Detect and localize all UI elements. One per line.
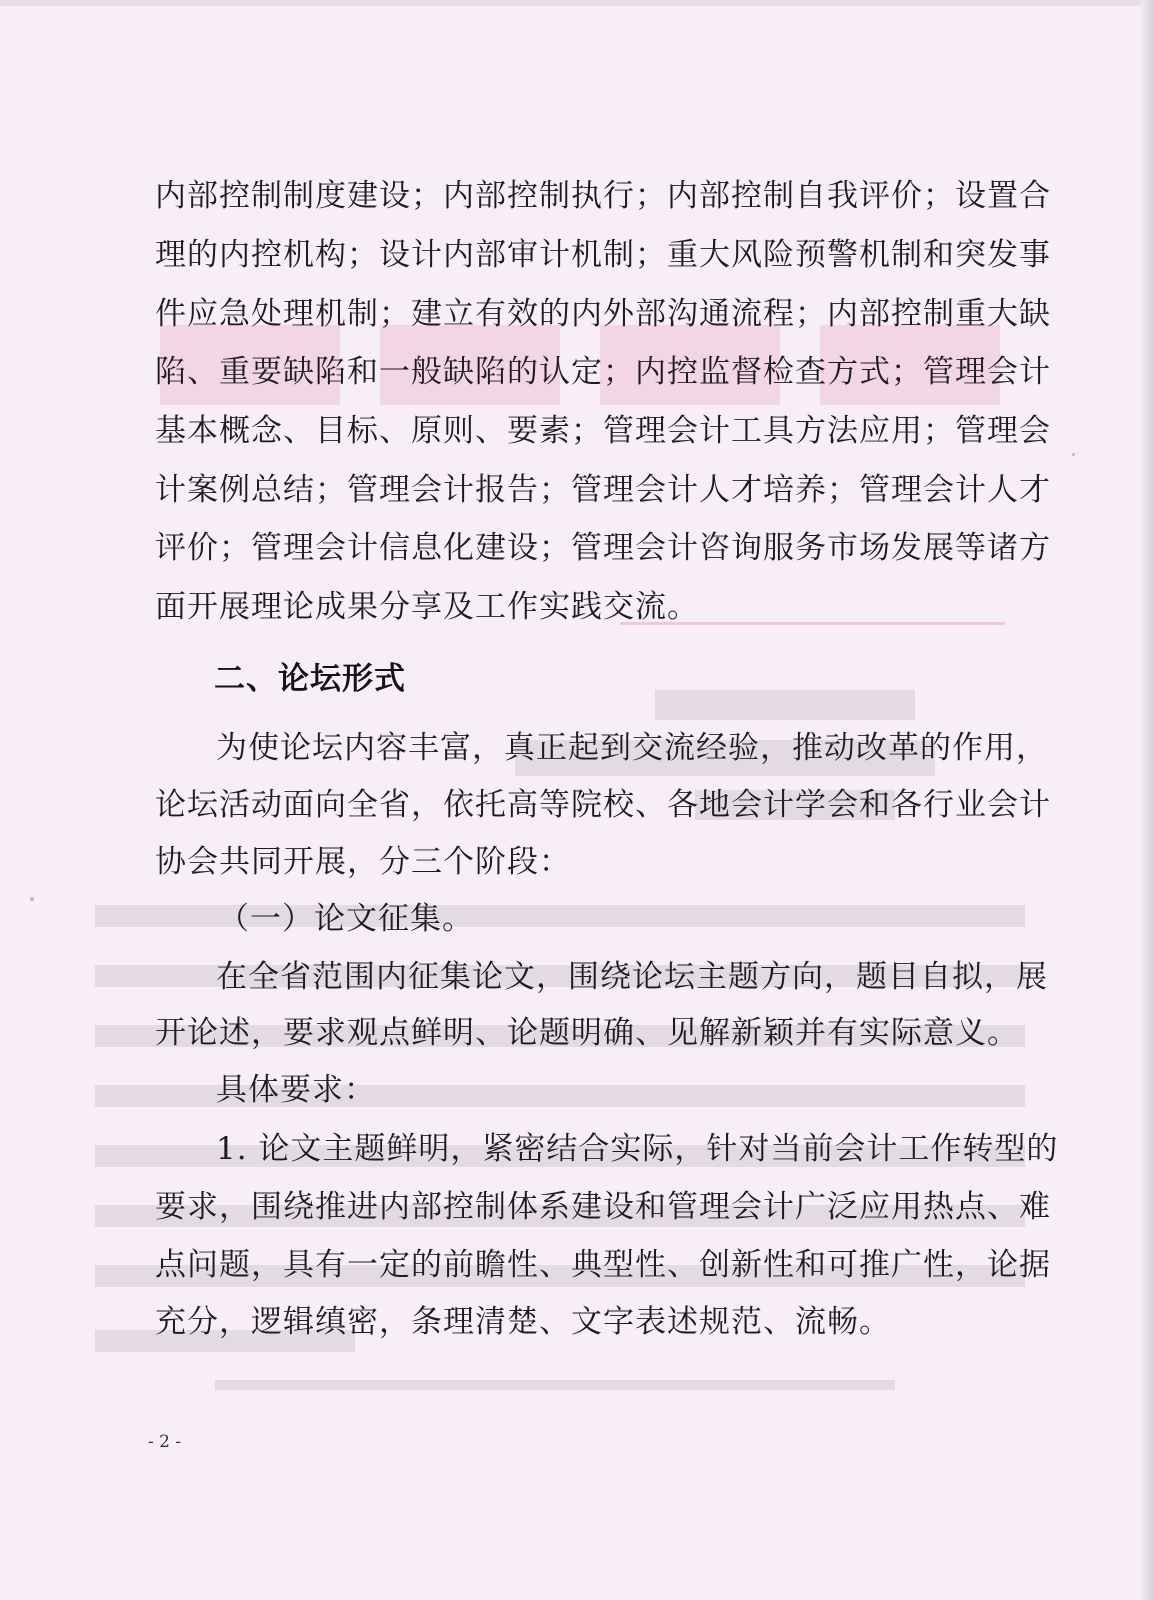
paragraph-1-line: 基本概念、目标、原则、要素；管理会计工具方法应用；管理会 [155, 413, 1051, 449]
paragraph-1-line: 陷、重要缺陷和一般缺陷的认定；内控监督检查方式；管理会计 [155, 354, 1051, 390]
paragraph-3-line: 开论述，要求观点鲜明、论题明确、见解新颖并有实际意义。 [155, 1015, 1019, 1051]
paragraph-1-line: 计案例总结；管理会计报告；管理会计人才培养；管理会计人才 [155, 472, 1051, 508]
paragraph-1-line: 面开展理论成果分享及工作实践交流。 [155, 589, 699, 625]
requirement-1-line: 点问题，具有一定的前瞻性、典型性、创新性和可推广性，论据 [155, 1247, 1051, 1283]
paragraph-1-line: 理的内控机构；设计内部审计机制；重大风险预警机制和突发事 [155, 237, 1051, 273]
page-number: - 2 - [148, 1432, 182, 1452]
subheading: （一）论文征集。 [218, 901, 474, 937]
requirement-1-line: 1. 论文主题鲜明，紧密结合实际，针对当前会计工作转型的 [216, 1131, 1059, 1167]
requirements-label: 具体要求： [216, 1072, 376, 1108]
requirement-1-line: 要求，围绕推进内部控制体系建设和管理会计广泛应用热点、难 [155, 1189, 1051, 1225]
paragraph-1-line: 评价；管理会计信息化建设；管理会计咨询服务市场发展等诸方 [155, 530, 1051, 566]
paragraph-1-line: 件应急处理机制；建立有效的内外部沟通流程；内部控制重大缺 [155, 296, 1051, 332]
paragraph-2-line: 协会共同开展，分三个阶段： [155, 844, 571, 880]
paragraph-2-line: 为使论坛内容丰富，真正起到交流经验，推动改革的作用， [216, 730, 1048, 766]
paragraph-2-line: 论坛活动面向全省，依托高等院校、各地会计学会和各行业会计 [155, 787, 1051, 823]
section-heading: 二、论坛形式 [214, 661, 406, 697]
requirement-1-line: 充分，逻辑缜密，条理清楚、文字表述规范、流畅。 [155, 1304, 891, 1340]
paragraph-3-line: 在全省范围内征集论文，围绕论坛主题方向，题目自拟，展 [216, 959, 1048, 995]
paragraph-1-line: 内部控制制度建设；内部控制执行；内部控制自我评价；设置合 [155, 178, 1051, 214]
